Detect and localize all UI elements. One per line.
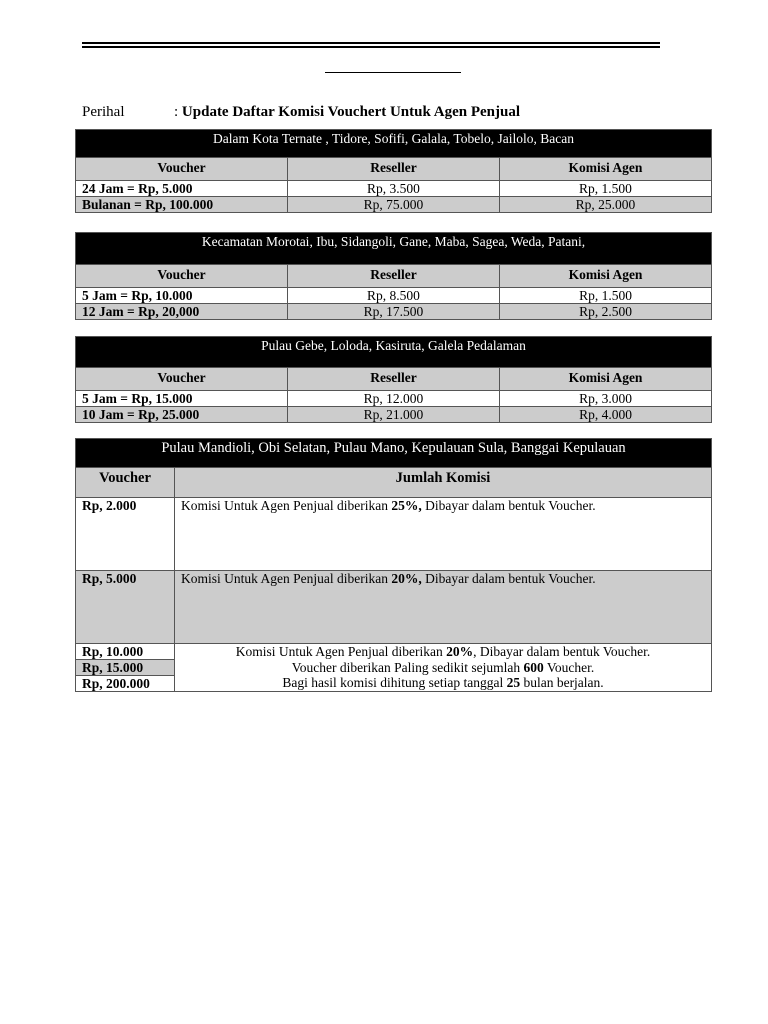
reseller-cell: Rp, 75.000 xyxy=(288,197,500,213)
table-row xyxy=(76,571,712,644)
perihal-line xyxy=(82,104,520,121)
komisi-cell: Rp, 2.500 xyxy=(500,304,712,320)
reseller-cell: Rp, 3.500 xyxy=(288,181,500,197)
voucher-cell: 10 Jam = Rp, 25.000 xyxy=(76,407,288,423)
top-double-rule-upper xyxy=(82,42,660,44)
terms-line-3: Bagi hasil komisi dihitung setiap tanggal 25 bulan berjalan. xyxy=(282,675,604,690)
voucher-cell: Rp, 2.000 xyxy=(76,498,175,571)
section-morotai xyxy=(75,232,711,320)
commission-text: Komisi Untuk Agen Penjual diberikan 25%, Dibayar dalam bentuk Voucher. xyxy=(175,498,712,571)
commission-table xyxy=(75,232,712,320)
reseller-cell: Rp, 17.500 xyxy=(288,304,500,320)
voucher-cell: Rp, 200.000 xyxy=(76,676,175,692)
perihal-subject: Update Daftar Komisi Vouchert Untuk Agen Penjual xyxy=(181,104,521,120)
commission-table xyxy=(75,336,712,423)
section-ternate xyxy=(75,129,711,213)
section-title: Pulau Mandioli, Obi Selatan, Pulau Mano, Kepulauan Sula, Banggai Kepulauan xyxy=(76,439,712,468)
reseller-cell: Rp, 12.000 xyxy=(288,391,500,407)
col-header-reseller: Reseller xyxy=(288,265,500,288)
section-gebe xyxy=(75,336,711,423)
section-title: Dalam Kota Ternate , Tidore, Sofifi, Galala, Tobelo, Jailolo, Bacan xyxy=(76,130,712,158)
perihal-label: Perihal xyxy=(82,104,125,120)
col-header-komisi-agen: Komisi Agen xyxy=(500,158,712,181)
table-row xyxy=(76,197,712,213)
voucher-cell: 5 Jam = Rp, 10.000 xyxy=(76,288,288,304)
col-header-voucher: Voucher xyxy=(76,468,175,498)
col-header-reseller: Reseller xyxy=(288,368,500,391)
reseller-cell: Rp, 21.000 xyxy=(288,407,500,423)
title-underline xyxy=(325,72,461,73)
top-double-rule-lower xyxy=(82,46,660,48)
voucher-cell: Rp, 5.000 xyxy=(76,571,175,644)
col-header-komisi-agen: Komisi Agen xyxy=(500,265,712,288)
voucher-cell: Bulanan = Rp, 100.000 xyxy=(76,197,288,213)
voucher-cell: 24 Jam = Rp, 5.000 xyxy=(76,181,288,197)
commission-table xyxy=(75,438,712,692)
reseller-cell: Rp, 8.500 xyxy=(288,288,500,304)
table-row xyxy=(76,304,712,320)
table-row xyxy=(76,644,712,660)
col-header-reseller: Reseller xyxy=(288,158,500,181)
col-header-jumlah-komisi: Jumlah Komisi xyxy=(175,468,712,498)
col-header-voucher: Voucher xyxy=(76,368,288,391)
komisi-cell: Rp, 3.000 xyxy=(500,391,712,407)
col-header-komisi-agen: Komisi Agen xyxy=(500,368,712,391)
section-title: Kecamatan Morotai, Ibu, Sidangoli, Gane, Maba, Sagea, Weda, Patani, xyxy=(76,233,712,265)
commission-text: Komisi Untuk Agen Penjual diberikan 20%, Dibayar dalam bentuk Voucher. xyxy=(175,571,712,644)
komisi-cell: Rp, 4.000 xyxy=(500,407,712,423)
terms-line-2: Voucher diberikan Paling sedikit sejumlah 600 Voucher. xyxy=(291,659,595,675)
voucher-cell: 12 Jam = Rp, 20,000 xyxy=(76,304,288,320)
table-row xyxy=(76,181,712,197)
perihal-separator: : xyxy=(174,104,179,120)
section-title: Pulau Gebe, Loloda, Kasiruta, Galela Pedalaman xyxy=(76,337,712,368)
section-mandioli xyxy=(75,438,711,692)
table-row xyxy=(76,407,712,423)
table-row xyxy=(76,391,712,407)
komisi-cell: Rp, 1.500 xyxy=(500,288,712,304)
voucher-cell: Rp, 10.000 xyxy=(76,644,175,660)
col-header-voucher: Voucher xyxy=(76,158,288,181)
voucher-cell: 5 Jam = Rp, 15.000 xyxy=(76,391,288,407)
commission-terms xyxy=(175,644,712,692)
komisi-cell: Rp, 25.000 xyxy=(500,197,712,213)
table-row xyxy=(76,498,712,571)
voucher-cell: Rp, 15.000 xyxy=(76,660,175,676)
col-header-voucher: Voucher xyxy=(76,265,288,288)
commission-table xyxy=(75,129,712,213)
komisi-cell: Rp, 1.500 xyxy=(500,181,712,197)
table-row xyxy=(76,288,712,304)
terms-line-1: Komisi Untuk Agen Penjual diberikan 20%, Dibayar dalam bentuk Voucher. xyxy=(235,644,651,659)
